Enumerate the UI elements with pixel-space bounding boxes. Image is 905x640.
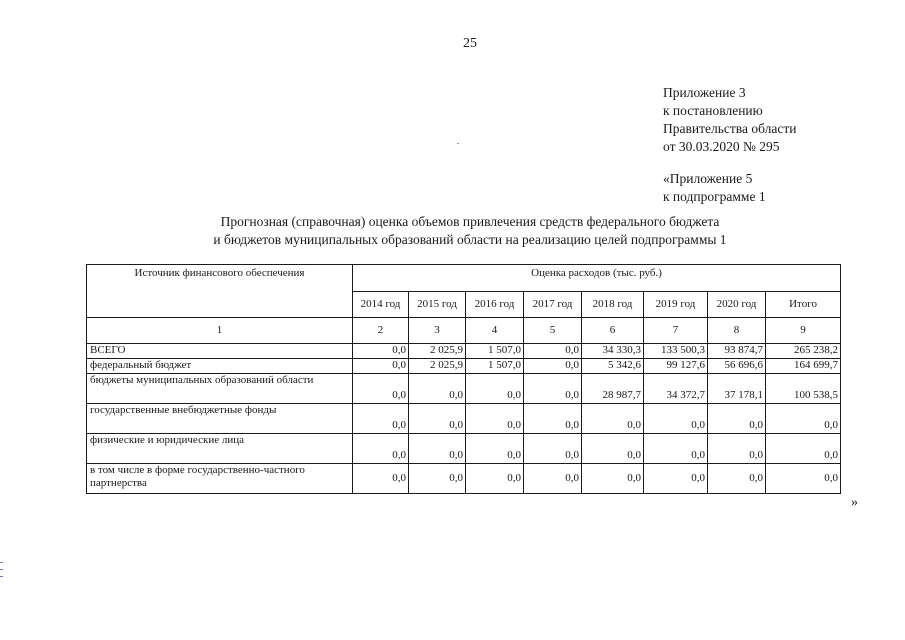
table-cell: 0,0 bbox=[353, 344, 409, 359]
row-label: федеральный бюджет bbox=[87, 359, 353, 374]
table-cell: 0,0 bbox=[353, 434, 409, 464]
total-header: Итого bbox=[766, 292, 841, 318]
table-cell: 0,0 bbox=[466, 434, 524, 464]
document-title bbox=[180, 213, 760, 249]
column-number: 9 bbox=[766, 318, 841, 344]
closing-quote: » bbox=[851, 495, 858, 510]
table-cell: 93 874,7 bbox=[708, 344, 766, 359]
table-cell: 0,0 bbox=[409, 404, 466, 434]
annex-line: к постановлению bbox=[663, 103, 763, 118]
column-number: 2 bbox=[353, 318, 409, 344]
table-cell: 2 025,9 bbox=[409, 359, 466, 374]
column-number: 1 bbox=[87, 318, 353, 344]
table-cell: 0,0 bbox=[766, 434, 841, 464]
scan-mark-line bbox=[0, 562, 3, 563]
table-cell: 34 330,3 bbox=[582, 344, 644, 359]
table-cell: 0,0 bbox=[466, 464, 524, 494]
title-line-1: Прогнозная (справочная) оценка объемов привлечения средств федерального бюджета bbox=[220, 214, 720, 229]
page-number: 25 bbox=[463, 36, 477, 51]
table-cell: 0,0 bbox=[644, 464, 708, 494]
table-cell: 0,0 bbox=[524, 359, 582, 374]
table-row bbox=[87, 359, 841, 374]
annex-gap bbox=[663, 156, 796, 170]
table-cell: 133 500,3 bbox=[644, 344, 708, 359]
column-number: 8 bbox=[708, 318, 766, 344]
year-header: 2018 год bbox=[582, 292, 644, 318]
row-label: физические и юридические лица bbox=[87, 434, 353, 464]
table-cell: 99 127,6 bbox=[644, 359, 708, 374]
table-cell: 0,0 bbox=[708, 404, 766, 434]
table-cell: 34 372,7 bbox=[644, 374, 708, 404]
table-cell: 37 178,1 bbox=[708, 374, 766, 404]
table-row bbox=[87, 344, 841, 359]
scan-mark-line bbox=[0, 576, 3, 577]
table-cell: 0,0 bbox=[409, 374, 466, 404]
table-cell: 0,0 bbox=[409, 464, 466, 494]
table-cell: 0,0 bbox=[466, 404, 524, 434]
financing-table bbox=[86, 264, 841, 494]
table-cell: 0,0 bbox=[708, 434, 766, 464]
column-number: 4 bbox=[466, 318, 524, 344]
table-cell: 0,0 bbox=[466, 374, 524, 404]
year-header: 2016 год bbox=[466, 292, 524, 318]
annex-line: от 30.03.2020 № 295 bbox=[663, 139, 780, 154]
row-label: государственные внебюджетные фонды bbox=[87, 404, 353, 434]
source-header: Источник финансового обеспечения bbox=[87, 265, 353, 318]
table-cell: 0,0 bbox=[644, 404, 708, 434]
table-cell: 0,0 bbox=[524, 374, 582, 404]
table-cell: 0,0 bbox=[409, 434, 466, 464]
column-number-row bbox=[87, 318, 841, 344]
expense-header: Оценка расходов (тыс. руб.) bbox=[353, 265, 841, 292]
annex-block bbox=[663, 84, 796, 206]
year-header: 2015 год bbox=[409, 292, 466, 318]
table-cell: 0,0 bbox=[524, 464, 582, 494]
row-label: ВСЕГО bbox=[87, 344, 353, 359]
table-cell: 1 507,0 bbox=[466, 344, 524, 359]
table-cell: 0,0 bbox=[353, 404, 409, 434]
scan-mark-line bbox=[0, 569, 3, 570]
column-number: 3 bbox=[409, 318, 466, 344]
table-cell: 0,0 bbox=[582, 464, 644, 494]
table-row bbox=[87, 434, 841, 464]
title-line-2: и бюджетов муниципальных образований области на реализацию целей подпрограммы 1 bbox=[213, 232, 727, 247]
column-number: 7 bbox=[644, 318, 708, 344]
table-cell: 2 025,9 bbox=[409, 344, 466, 359]
table-row bbox=[87, 404, 841, 434]
column-number: 6 bbox=[582, 318, 644, 344]
table-cell: 1 507,0 bbox=[466, 359, 524, 374]
year-header: 2019 год bbox=[644, 292, 708, 318]
table-cell: 0,0 bbox=[353, 374, 409, 404]
table-row bbox=[87, 374, 841, 404]
table-cell: 0,0 bbox=[353, 359, 409, 374]
table-cell: 56 696,6 bbox=[708, 359, 766, 374]
table-cell: 0,0 bbox=[766, 404, 841, 434]
row-label: бюджеты муниципальных образований области bbox=[87, 374, 353, 404]
column-number: 5 bbox=[524, 318, 582, 344]
table-cell: 5 342,6 bbox=[582, 359, 644, 374]
table-cell: 28 987,7 bbox=[582, 374, 644, 404]
table-cell: 100 538,5 bbox=[766, 374, 841, 404]
table-cell: 265 238,2 bbox=[766, 344, 841, 359]
table-row bbox=[87, 464, 841, 494]
annex-line: к подпрограмме 1 bbox=[663, 189, 766, 204]
table-cell: 0,0 bbox=[766, 464, 841, 494]
table-cell: 164 699,7 bbox=[766, 359, 841, 374]
table-cell: 0,0 bbox=[708, 464, 766, 494]
table-cell: 0,0 bbox=[524, 344, 582, 359]
annex-line: Приложение 3 bbox=[663, 85, 746, 100]
header-row bbox=[87, 265, 841, 292]
year-header: 2020 год bbox=[708, 292, 766, 318]
table-cell: 0,0 bbox=[524, 434, 582, 464]
year-header: 2014 год bbox=[353, 292, 409, 318]
row-label: в том числе в форме государственно-частного партнерства bbox=[87, 464, 353, 494]
table-cell: 0,0 bbox=[582, 404, 644, 434]
table-cell: 0,0 bbox=[524, 404, 582, 434]
year-header: 2017 год bbox=[524, 292, 582, 318]
annex-line: «Приложение 5 bbox=[663, 171, 753, 186]
table-cell: 0,0 bbox=[644, 434, 708, 464]
margin-scan-mark bbox=[0, 562, 4, 583]
table-cell: 0,0 bbox=[582, 434, 644, 464]
annex-line: Правительства области bbox=[663, 121, 797, 136]
table-cell: 0,0 bbox=[353, 464, 409, 494]
scan-speck bbox=[457, 143, 459, 144]
